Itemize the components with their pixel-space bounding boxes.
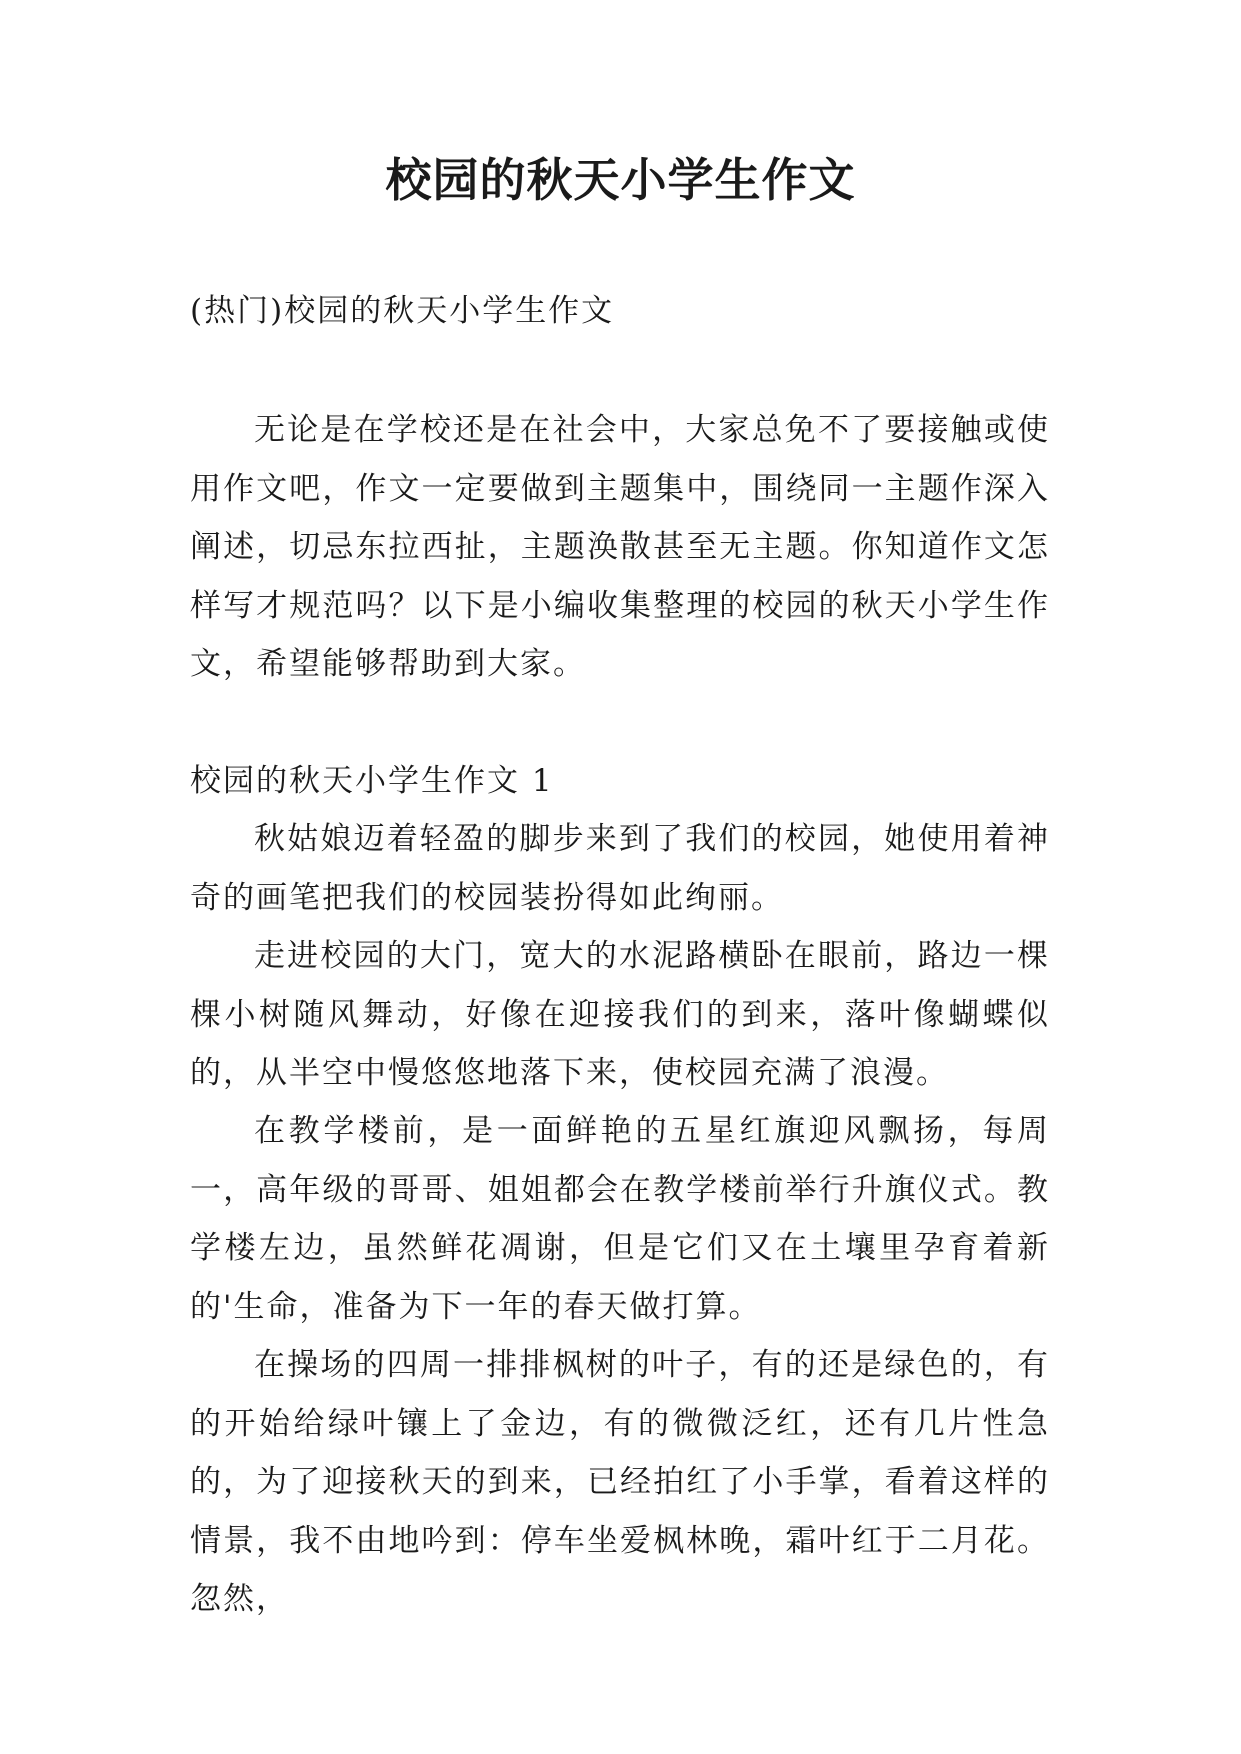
document-title: 校园的秋天小学生作文 — [385, 153, 856, 207]
document-subtitle: (热门)校园的秋天小学生作文 — [190, 293, 615, 329]
body-paragraph: 在操场的四周一排排枫树的叶子，有的还是绿色的，有的开始给绿叶镶上了金边，有的微微泛红，还有几片性急的，为了迎接秋天的到来，已经拍红了小手掌，看着这样的情景，我不由地吟到：停车坐爱枫林晚，霜叶红于二月花。忽然， — [190, 1347, 1050, 1617]
intro-paragraph: 无论是在学校还是在社会中，大家总免不了要接触或使用作文吧，作文一定要做到主题集中，围绕同一主题作深入阐述，切忌东拉西扯，主题涣散甚至无主题。你知道作文怎样写才规范吗？以下是小编收集整理的校园的秋天小学生作文，希望能够帮助到大家。 — [190, 412, 1050, 682]
body-paragraph: 走进校园的大门，宽大的水泥路横卧在眼前，路边一棵棵小树随风舞动，好像在迎接我们的到来，落叶像蝴蝶似的，从半空中慢悠悠地落下来，使校园充满了浪漫。 — [190, 938, 1050, 1091]
section-heading: 校园的秋天小学生作文 1 — [190, 763, 554, 799]
body-paragraph: 秋姑娘迈着轻盈的脚步来到了我们的校园，她使用着神奇的画笔把我们的校园装扮得如此绚丽。 — [190, 821, 1050, 916]
body-paragraph: 在教学楼前，是一面鲜艳的五星红旗迎风飘扬，每周一，高年级的哥哥、姐姐都会在教学楼前举行升旗仪式。教学楼左边，虽然鲜花凋谢，但是它们又在土壤里孕育着新的'生命，准备为下一年的春天做打算。 — [190, 1113, 1050, 1325]
